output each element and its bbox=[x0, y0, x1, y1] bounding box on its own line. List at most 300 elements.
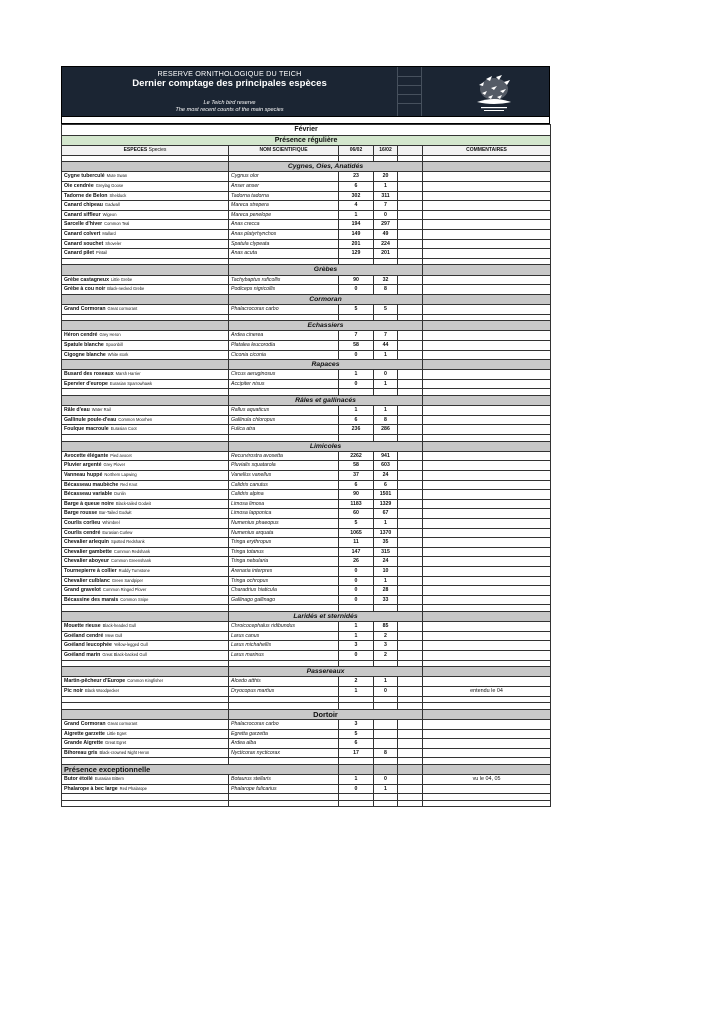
spacer-cell bbox=[398, 631, 423, 641]
comment-cell bbox=[423, 650, 551, 660]
comment-cell bbox=[423, 370, 551, 380]
group-title: Râles et gallinacés bbox=[229, 396, 423, 406]
count-date-2: 1 bbox=[374, 181, 398, 191]
count-date-2: 3 bbox=[374, 641, 398, 651]
comment-cell bbox=[423, 425, 551, 435]
subtitle-english-2: The most recent counts of the main species bbox=[175, 107, 284, 113]
spacer-cell bbox=[398, 586, 423, 596]
comment-cell bbox=[423, 538, 551, 548]
species-row bbox=[62, 566, 551, 576]
species-name bbox=[62, 304, 229, 314]
count-date-1: 0 bbox=[339, 784, 374, 794]
count-date-1: 0 bbox=[339, 379, 374, 389]
species-name-en: Common Kingfisher bbox=[127, 678, 164, 684]
species-name-fr: Foulque macroule bbox=[64, 426, 109, 433]
count-date-1: 0 bbox=[339, 586, 374, 596]
scientific-name: Larus canus bbox=[229, 631, 339, 641]
species-name-fr: Spatule blanche bbox=[64, 341, 104, 348]
count-date-1: 4 bbox=[339, 201, 374, 211]
count-date-1: 23 bbox=[339, 172, 374, 182]
count-date-1: 6 bbox=[339, 480, 374, 490]
species-name-fr: Goéland marin bbox=[64, 651, 101, 658]
count-date-1: 5 bbox=[339, 519, 374, 529]
comment-cell bbox=[423, 304, 551, 314]
group-header-row bbox=[62, 294, 551, 304]
species-name bbox=[62, 499, 229, 509]
comment-cell bbox=[423, 784, 551, 794]
species-name-fr: Aigrette garzette bbox=[64, 730, 105, 737]
group-header-row bbox=[62, 265, 551, 275]
species-row bbox=[62, 576, 551, 586]
count-date-1: 60 bbox=[339, 509, 374, 519]
spacer-cell bbox=[398, 350, 423, 360]
species-row bbox=[62, 370, 551, 380]
count-date-2: 35 bbox=[374, 538, 398, 548]
group-title: Grèbes bbox=[229, 265, 423, 275]
comment-cell: entendu le 04 bbox=[423, 686, 551, 696]
spacer-cell bbox=[398, 650, 423, 660]
spacer-cell bbox=[398, 622, 423, 632]
count-date-2: 286 bbox=[374, 425, 398, 435]
count-date-2: 8 bbox=[374, 415, 398, 425]
species-name-en: Water Rail bbox=[91, 407, 111, 413]
scientific-name: Vanellus vanellus bbox=[229, 471, 339, 481]
column-spacer bbox=[398, 146, 423, 156]
species-name-fr: Grande Aigrette bbox=[64, 740, 104, 747]
species-name-fr: Râle d'eau bbox=[64, 407, 90, 414]
count-date-1: 1 bbox=[339, 775, 374, 785]
spacer-cell bbox=[398, 181, 423, 191]
comment-cell bbox=[423, 729, 551, 739]
species-name bbox=[62, 350, 229, 360]
section-title: Dortoir bbox=[229, 709, 423, 719]
blank-row bbox=[62, 696, 551, 703]
count-date-1: 3 bbox=[339, 719, 374, 729]
blank-row bbox=[62, 155, 551, 162]
species-name bbox=[62, 191, 229, 201]
header-banner bbox=[61, 66, 550, 117]
scientific-name: Arenaria interpres bbox=[229, 566, 339, 576]
count-date-1: 149 bbox=[339, 229, 374, 239]
species-name-en: Little Egret bbox=[106, 730, 127, 736]
species-row bbox=[62, 499, 551, 509]
spacer-cell bbox=[398, 538, 423, 548]
scientific-name: Tadorna tadorna bbox=[229, 191, 339, 201]
comment-cell bbox=[423, 480, 551, 490]
scientific-name: Phalacrocorax carbo bbox=[229, 719, 339, 729]
count-date-1: 2 bbox=[339, 677, 374, 687]
group-header-row bbox=[62, 360, 551, 370]
species-name bbox=[62, 461, 229, 471]
species-name bbox=[62, 547, 229, 557]
count-date-2: 28 bbox=[374, 586, 398, 596]
count-date-1: 11 bbox=[339, 538, 374, 548]
count-date-2: 44 bbox=[374, 340, 398, 350]
species-name-en: Common Snipe bbox=[120, 596, 149, 602]
count-date-1: 0 bbox=[339, 566, 374, 576]
species-row bbox=[62, 229, 551, 239]
species-row bbox=[62, 406, 551, 416]
species-row bbox=[62, 304, 551, 314]
scientific-name: Nycticorax nycticorax bbox=[229, 748, 339, 758]
count-date-2: 1 bbox=[374, 519, 398, 529]
comment-cell bbox=[423, 229, 551, 239]
spacer-cell bbox=[398, 172, 423, 182]
scientific-name: Mareca strepera bbox=[229, 201, 339, 211]
spacer-cell bbox=[398, 480, 423, 490]
species-name-en: Grey Plover bbox=[103, 462, 126, 468]
species-row bbox=[62, 547, 551, 557]
spacer-cell bbox=[398, 220, 423, 230]
species-name bbox=[62, 677, 229, 687]
species-row bbox=[62, 379, 551, 389]
month-label: Février bbox=[62, 125, 551, 136]
spacer-cell bbox=[398, 370, 423, 380]
species-name-fr: Bihoreau gris bbox=[64, 749, 98, 756]
species-table bbox=[61, 124, 551, 807]
column-comments: COMMENTAIRES bbox=[423, 146, 551, 156]
count-date-2: 201 bbox=[374, 249, 398, 259]
comment-cell bbox=[423, 499, 551, 509]
species-name bbox=[62, 340, 229, 350]
count-date-2: 1329 bbox=[374, 499, 398, 509]
group-header-row bbox=[62, 611, 551, 621]
count-date-2: 5 bbox=[374, 304, 398, 314]
spacer-cell bbox=[398, 729, 423, 739]
species-name-en: Spotted Redshank bbox=[110, 539, 145, 545]
species-row bbox=[62, 784, 551, 794]
scientific-name: Larus marinus bbox=[229, 650, 339, 660]
scientific-name: Numenius arquata bbox=[229, 528, 339, 538]
count-date-1: 1183 bbox=[339, 499, 374, 509]
scientific-name: Phalacrocorax carbo bbox=[229, 304, 339, 314]
species-name-fr: Grand Cormoran bbox=[64, 720, 106, 727]
species-name-fr: Cygne tuberculé bbox=[64, 173, 105, 180]
count-date-1: 0 bbox=[339, 350, 374, 360]
species-name-en: Ruddy Turnstone bbox=[118, 567, 150, 573]
species-name-en: Common Greenshank bbox=[110, 558, 152, 564]
count-date-2: 0 bbox=[374, 686, 398, 696]
count-date-1: 58 bbox=[339, 340, 374, 350]
species-name-en: Black-crowned Night Heron bbox=[99, 749, 150, 755]
spacer-cell bbox=[398, 461, 423, 471]
bird-count-sheet bbox=[61, 66, 550, 807]
species-name-fr: Martin-pêcheur d'Europe bbox=[64, 678, 126, 685]
comment-cell bbox=[423, 285, 551, 295]
blank-row bbox=[62, 794, 551, 801]
species-name bbox=[62, 331, 229, 341]
species-name-fr: Butor étoilé bbox=[64, 776, 93, 783]
comment-cell bbox=[423, 576, 551, 586]
scientific-name: Egretta garzetta bbox=[229, 729, 339, 739]
count-date-2: 2 bbox=[374, 631, 398, 641]
scientific-name: Spatula clypeata bbox=[229, 239, 339, 249]
species-name-en: Mew Gull bbox=[105, 632, 123, 638]
spacer-cell bbox=[398, 576, 423, 586]
species-name bbox=[62, 480, 229, 490]
count-date-1: 1 bbox=[339, 622, 374, 632]
count-date-2: 7 bbox=[374, 331, 398, 341]
species-name-en: Spoonbill bbox=[105, 341, 123, 347]
count-date-1: 37 bbox=[339, 471, 374, 481]
species-row bbox=[62, 471, 551, 481]
species-name bbox=[62, 370, 229, 380]
scientific-name: Ciconia ciconia bbox=[229, 350, 339, 360]
scientific-name: Dryocopus martius bbox=[229, 686, 339, 696]
species-name-en: Grey Heron bbox=[99, 332, 121, 338]
count-date-1: 3 bbox=[339, 641, 374, 651]
comment-cell bbox=[423, 595, 551, 605]
scientific-name: Fulica atra bbox=[229, 425, 339, 435]
count-date-2: 24 bbox=[374, 471, 398, 481]
species-name-fr: Phalarope à bec large bbox=[64, 785, 118, 792]
count-date-2: 1 bbox=[374, 784, 398, 794]
species-row bbox=[62, 622, 551, 632]
species-name-fr: Goéland leucophée bbox=[64, 642, 112, 649]
spacer-cell bbox=[398, 191, 423, 201]
spacer-cell bbox=[398, 490, 423, 500]
species-name-en: Common Redshank bbox=[113, 548, 151, 554]
species-name-fr: Grèbe à cou noir bbox=[64, 286, 106, 293]
regular-presence-row bbox=[62, 136, 551, 146]
scientific-name: Cygnus olor bbox=[229, 172, 339, 182]
count-date-1: 17 bbox=[339, 748, 374, 758]
count-date-2: 8 bbox=[374, 285, 398, 295]
species-name-fr: Canard chipeau bbox=[64, 202, 103, 209]
species-name-fr: Tadorne de Belon bbox=[64, 192, 108, 199]
species-row bbox=[62, 172, 551, 182]
spacer-cell bbox=[398, 415, 423, 425]
species-name bbox=[62, 490, 229, 500]
group-header-row bbox=[62, 321, 551, 331]
species-name-en: Mallard bbox=[102, 230, 116, 236]
month-row bbox=[62, 125, 551, 136]
species-name bbox=[62, 528, 229, 538]
spacer-cell bbox=[398, 595, 423, 605]
species-name-en: Northern Lapwing bbox=[104, 472, 137, 478]
count-date-1: 0 bbox=[339, 595, 374, 605]
count-date-2: 1501 bbox=[374, 490, 398, 500]
spacer-cell bbox=[398, 547, 423, 557]
spacer-cell bbox=[398, 557, 423, 567]
spacer-cell bbox=[398, 641, 423, 651]
count-date-2: 6 bbox=[374, 480, 398, 490]
scientific-name: Circus aeruginosus bbox=[229, 370, 339, 380]
count-date-2: 1 bbox=[374, 406, 398, 416]
species-name bbox=[62, 784, 229, 794]
species-name bbox=[62, 686, 229, 696]
comment-cell bbox=[423, 641, 551, 651]
comment-cell bbox=[423, 566, 551, 576]
blank-row bbox=[62, 435, 551, 442]
species-name-en: Dunlin bbox=[114, 491, 126, 497]
species-row bbox=[62, 538, 551, 548]
species-name bbox=[62, 172, 229, 182]
count-date-2: 0 bbox=[374, 775, 398, 785]
species-row bbox=[62, 490, 551, 500]
spacer-cell bbox=[398, 677, 423, 687]
scientific-name: Tringa nebularia bbox=[229, 557, 339, 567]
count-date-1: 147 bbox=[339, 547, 374, 557]
species-row bbox=[62, 739, 551, 749]
count-date-2: 24 bbox=[374, 557, 398, 567]
scientific-name: Ardea cinerea bbox=[229, 331, 339, 341]
species-name-fr: Bécassine des marais bbox=[64, 596, 119, 603]
count-date-1: 58 bbox=[339, 461, 374, 471]
spacer-cell bbox=[398, 210, 423, 220]
spacer-cell bbox=[398, 499, 423, 509]
species-name-fr: Grèbe castagneux bbox=[64, 276, 109, 283]
species-name bbox=[62, 425, 229, 435]
species-name-fr: Goéland cendré bbox=[64, 632, 104, 639]
species-name-fr: Bécasseau variable bbox=[64, 491, 113, 498]
species-name-en: Great Egret bbox=[105, 740, 127, 746]
spacer-cell bbox=[398, 451, 423, 461]
comment-cell bbox=[423, 201, 551, 211]
spacer-cell bbox=[398, 285, 423, 295]
species-name bbox=[62, 519, 229, 529]
count-date-1: 129 bbox=[339, 249, 374, 259]
count-date-2 bbox=[374, 739, 398, 749]
count-date-1: 302 bbox=[339, 191, 374, 201]
species-row bbox=[62, 425, 551, 435]
column-scientific: NOM SCIENTIFIQUE bbox=[229, 146, 339, 156]
group-title: Laridés et sternidés bbox=[229, 611, 423, 621]
comment-cell: vu le 04, 05 bbox=[423, 775, 551, 785]
species-name-en: Great cormorant bbox=[107, 305, 138, 311]
species-name-en: Black-necked Grebe bbox=[107, 286, 145, 292]
species-name bbox=[62, 451, 229, 461]
comment-cell bbox=[423, 406, 551, 416]
species-name-en: Black Woodpecker bbox=[85, 687, 120, 693]
group-title: Echassiers bbox=[229, 321, 423, 331]
count-date-2: 315 bbox=[374, 547, 398, 557]
spacer-cell bbox=[398, 686, 423, 696]
species-row bbox=[62, 509, 551, 519]
species-row bbox=[62, 719, 551, 729]
species-name-en: Pied avocet bbox=[110, 452, 132, 458]
species-row bbox=[62, 201, 551, 211]
species-name-en: Red Knot bbox=[120, 481, 138, 487]
comment-cell bbox=[423, 172, 551, 182]
count-date-2: 33 bbox=[374, 595, 398, 605]
species-row bbox=[62, 686, 551, 696]
scientific-name: Phalarope fulicarius bbox=[229, 784, 339, 794]
spacer-cell bbox=[398, 784, 423, 794]
count-date-1: 90 bbox=[339, 490, 374, 500]
count-date-2: 297 bbox=[374, 220, 398, 230]
species-name bbox=[62, 406, 229, 416]
comment-cell bbox=[423, 379, 551, 389]
comment-cell bbox=[423, 350, 551, 360]
count-date-2: 0 bbox=[374, 370, 398, 380]
scientific-name: Calidris alpina bbox=[229, 490, 339, 500]
species-name-en: Bar-Tailed Godwit bbox=[99, 510, 132, 516]
blank-row bbox=[62, 703, 551, 710]
species-name bbox=[62, 201, 229, 211]
count-date-1: 0 bbox=[339, 285, 374, 295]
species-name bbox=[62, 285, 229, 295]
species-row bbox=[62, 181, 551, 191]
scientific-name: Tringa erythropus bbox=[229, 538, 339, 548]
group-header-row bbox=[62, 441, 551, 451]
species-name bbox=[62, 557, 229, 567]
species-name-en: Wigeon bbox=[102, 211, 117, 217]
subtitle-english: Le Teich bird reserve bbox=[203, 100, 256, 106]
species-row bbox=[62, 528, 551, 538]
blank-row bbox=[62, 800, 551, 807]
comment-cell bbox=[423, 415, 551, 425]
count-date-1: 1 bbox=[339, 370, 374, 380]
scientific-name: Mareca penelope bbox=[229, 210, 339, 220]
count-date-2: 10 bbox=[374, 566, 398, 576]
species-name bbox=[62, 719, 229, 729]
scientific-name: Anas crecca bbox=[229, 220, 339, 230]
species-name-en: Yellow-legged Gull bbox=[113, 642, 148, 648]
count-date-1: 201 bbox=[339, 239, 374, 249]
count-date-2: 49 bbox=[374, 229, 398, 239]
regular-presence-title: Présence régulière bbox=[62, 136, 551, 146]
blank-row bbox=[62, 389, 551, 396]
count-date-1: 7 bbox=[339, 331, 374, 341]
species-name-fr: Chevalier gambette bbox=[64, 548, 112, 555]
species-row bbox=[62, 729, 551, 739]
count-date-2: 603 bbox=[374, 461, 398, 471]
scientific-name: Anas acuta bbox=[229, 249, 339, 259]
column-date-2: 16/02 bbox=[374, 146, 398, 156]
comment-cell bbox=[423, 547, 551, 557]
species-name-en: Green Sandpiper bbox=[111, 577, 144, 583]
species-name-en: Common Teal bbox=[104, 221, 130, 227]
spacer-cell bbox=[398, 739, 423, 749]
count-date-2: 1370 bbox=[374, 528, 398, 538]
count-date-1: 6 bbox=[339, 181, 374, 191]
species-row bbox=[62, 631, 551, 641]
count-date-2: 1 bbox=[374, 576, 398, 586]
species-name-fr: Avocette élégante bbox=[64, 452, 109, 459]
species-name-en: Little Grebe bbox=[110, 276, 133, 282]
species-name-fr: Courlis corlieu bbox=[64, 520, 101, 527]
count-date-1: 6 bbox=[339, 415, 374, 425]
comment-cell bbox=[423, 191, 551, 201]
comment-cell bbox=[423, 509, 551, 519]
species-name-fr: Vanneau huppé bbox=[64, 472, 103, 479]
scientific-name: Recurvirostra avosetta bbox=[229, 451, 339, 461]
count-date-1: 1 bbox=[339, 686, 374, 696]
group-title: Rapaces bbox=[229, 360, 423, 370]
comment-cell bbox=[423, 677, 551, 687]
species-name bbox=[62, 229, 229, 239]
scientific-name: Anas platyrhynchos bbox=[229, 229, 339, 239]
species-row bbox=[62, 191, 551, 201]
spacer-cell bbox=[398, 519, 423, 529]
scientific-name: Alcedo atthis bbox=[229, 677, 339, 687]
comment-cell bbox=[423, 557, 551, 567]
blank-row bbox=[62, 605, 551, 612]
count-date-2: 941 bbox=[374, 451, 398, 461]
species-row bbox=[62, 461, 551, 471]
species-name-en: Common Moorhen bbox=[118, 416, 153, 422]
species-name-fr: Busard des roseaux bbox=[64, 371, 114, 378]
spacer-cell bbox=[398, 275, 423, 285]
species-name-fr: Mouette rieuse bbox=[64, 623, 101, 630]
count-date-1: 5 bbox=[339, 729, 374, 739]
species-name-fr: Canard pilet bbox=[64, 250, 94, 257]
species-name-fr: Grand Cormoran bbox=[64, 305, 106, 312]
group-header-row bbox=[62, 396, 551, 406]
species-name-fr: Pluvier argenté bbox=[64, 462, 102, 469]
count-date-1: 2262 bbox=[339, 451, 374, 461]
